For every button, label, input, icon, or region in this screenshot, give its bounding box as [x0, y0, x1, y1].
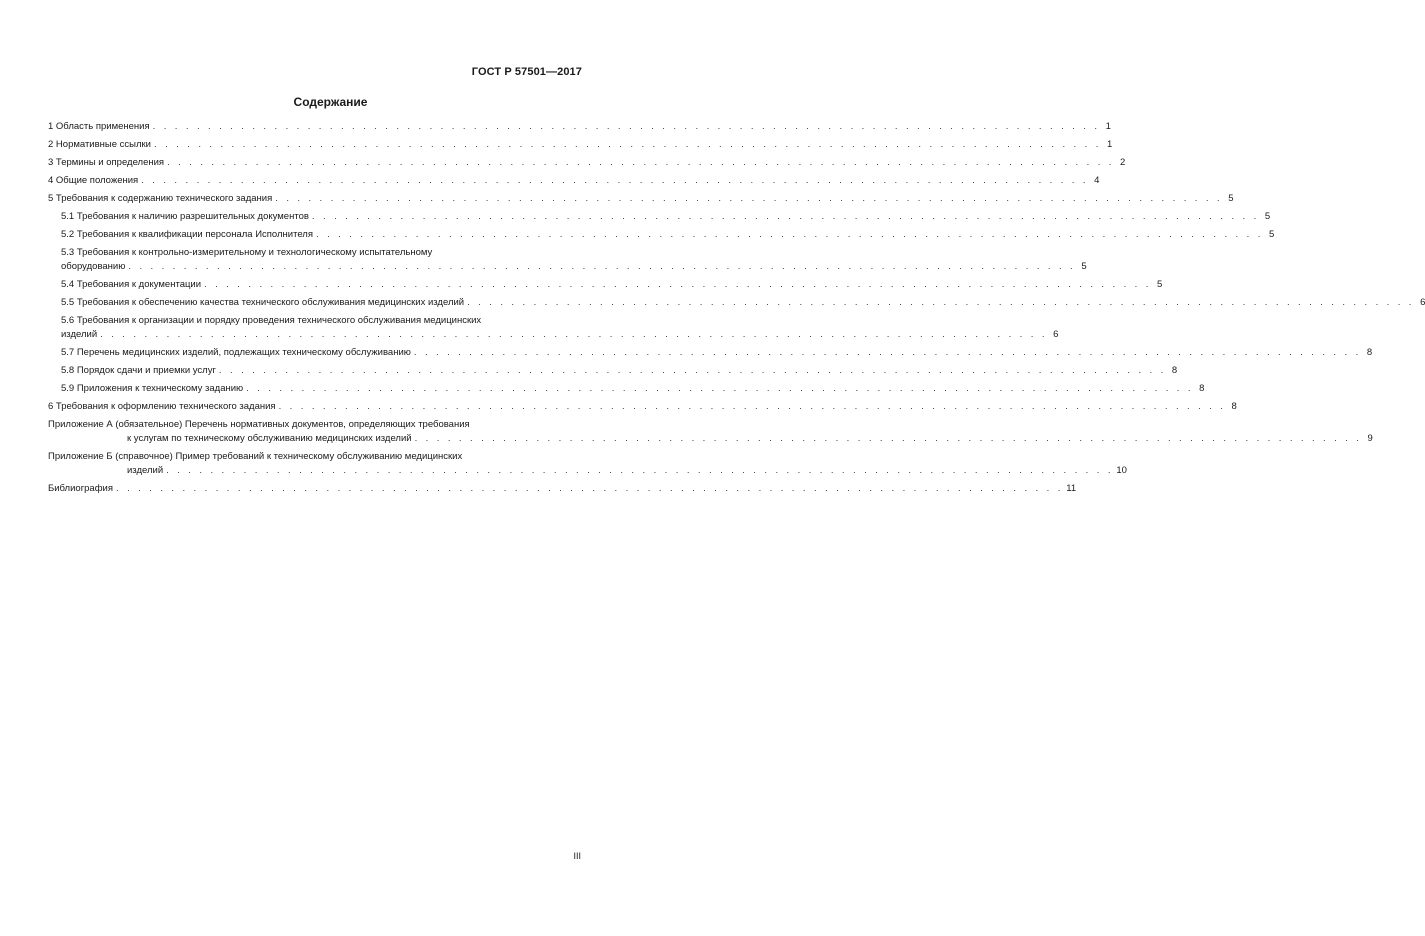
toc-entry-page: 2: [1120, 157, 1126, 168]
toc-entry-page: 1: [1105, 121, 1111, 132]
toc-entry-page: 4: [1094, 175, 1100, 186]
toc-entry-5-7[interactable]: [48, 344, 1373, 362]
toc-entry-5[interactable]: [48, 190, 1234, 208]
toc-entry-text-line2: оборудованию: [61, 261, 126, 272]
toc-entry-page: 8: [1171, 365, 1178, 376]
leader-dots: . . . . . . . . . . . . . . . . . . . . . . . . . . . . . . . . . . . . . . . . . . . . . . . . . . . . . . . . . . . . . . . . . . . . . . . . . . . . . . . . . . . . . .: [218, 365, 1167, 376]
leader-dots: . . . . . . . . . . . . . . . . . . . . . . . . . . . . . . . . . . . . . . . . . . . . . . . . . . . . . . . . . . . . . . . . . . . . . . . . . . . . . . . . . . . . . .: [204, 279, 1152, 290]
toc-entry-page: 5: [1228, 193, 1234, 204]
toc-entry-bibliography[interactable]: [48, 480, 1077, 498]
toc-entry-text: 5.9 Приложения к техническому заданию: [61, 383, 244, 394]
toc-entry-appendix-b[interactable]: [48, 448, 1127, 480]
leader-dots: . . . . . . . . . . . . . . . . . . . . . . . . . . . . . . . . . . . . . . . . . . . . . . . . . . . . . . . . . . . . . . . . . . . . . . . . . . . . . . . . . . . . . .: [152, 121, 1100, 132]
toc-entry-page: 6: [1053, 329, 1059, 340]
leader-dots: . . . . . . . . . . . . . . . . . . . . . . . . . . . . . . . . . . . . . . . . . . . . . . . . . . . . . . . . . . . . . . . . . . . . . . . . . . . . . . . . . . . . . .: [316, 229, 1264, 240]
toc-entry-page: 5: [1081, 261, 1087, 272]
leader-dots: . . . . . . . . . . . . . . . . . . . . . . . . . . . . . . . . . . . . . . . . . . . . . . . . . . . . . . . . . . . . . . . . . . . . . . . . . . . . . . . . . . . . . .: [311, 211, 1260, 222]
table-of-contents: [48, 118, 1425, 498]
toc-entry-text: 5.8 Порядок сдачи и приемки услуг: [61, 365, 216, 376]
leader-dots: . . . . . . . . . . . . . . . . . . . . . . . . . . . . . . . . . . . . . . . . . . . . . . . . . . . . . . . . . . . . . . . . . . . . . . . . . . . . . . . . . . . . . .: [116, 483, 1064, 494]
leader-dots: . . . . . . . . . . . . . . . . . . . . . . . . . . . . . . . . . . . . . . . . . . . . . . . . . . . . . . . . . . . . . . . . . . . . . . . . . . . . . . . . . . . . . .: [154, 139, 1102, 150]
toc-entry-text: Библиография: [48, 483, 113, 494]
toc-entry-text: 5.1 Требования к наличию разрешительных документов: [61, 211, 309, 222]
leader-dots: . . . . . . . . . . . . . . . . . . . . . . . . . . . . . . . . . . . . . . . . . . . . . . . . . . . . . . . . . . . . . . . . . . . . . . . . . . . . . . . . . . . . . .: [100, 329, 1048, 340]
toc-entry-text-line2: к услугам по техническому обслуживанию медицинских изделий: [127, 433, 412, 444]
leader-dots: . . . . . . . . . . . . . . . . . . . . . . . . . . . . . . . . . . . . . . . . . . . . . . . . . . . . . . . . . . . . . . . . . . . . . . . . . . . . . . . . . . . . . .: [278, 401, 1226, 412]
toc-entry-text-line1: 5.6 Требования к организации и порядку проведения технического обслуживания медицинских: [61, 315, 482, 326]
toc-entry-page: 5: [1264, 211, 1271, 222]
leader-dots: . . . . . . . . . . . . . . . . . . . . . . . . . . . . . . . . . . . . . . . . . . . . . . . . . . . . . . . . . . . . . . . . . . . . . . . . . . . . . . . . . . . . . .: [167, 157, 1115, 168]
toc-entry-text: 4 Общие положения: [48, 175, 139, 186]
toc-entry-1[interactable]: [48, 118, 1111, 136]
toc-entry-5-5[interactable]: [48, 294, 1425, 312]
toc-entry-text: 5 Требования к содержанию технического задания: [48, 193, 273, 204]
toc-entry-page: 8: [1199, 383, 1205, 394]
leader-dots: . . . . . . . . . . . . . . . . . . . . . . . . . . . . . . . . . . . . . . . . . . . . . . . . . . . . . . . . . . . . . . . . . . . . . . . . . . . . . . . . . . . . . .: [413, 347, 1362, 358]
toc-entry-text-line1: 5.3 Требования к контрольно-измерительному и технологическому испытательному: [61, 247, 433, 258]
toc-entry-page: 5: [1157, 279, 1163, 290]
toc-entry-5-4[interactable]: [48, 276, 1163, 294]
toc-entry-page: 9: [1367, 433, 1373, 444]
toc-entry-6[interactable]: [48, 398, 1237, 416]
page-number: III: [573, 851, 581, 861]
toc-entry-page: 11: [1066, 483, 1077, 494]
toc-entry-text: 5.4 Требования к документации: [61, 279, 202, 290]
leader-dots: . . . . . . . . . . . . . . . . . . . . . . . . . . . . . . . . . . . . . . . . . . . . . . . . . . . . . . . . . . . . . . . . . . . . . . . . . . . . . . . . . . . . . .: [414, 433, 1362, 444]
toc-entry-text: 3 Термины и определения: [48, 157, 165, 168]
toc-entry-page: 5: [1268, 229, 1275, 240]
toc-entry-text: 6 Требования к оформлению технического задания: [48, 401, 276, 412]
toc-entry-text: 1 Область применения: [48, 121, 150, 132]
toc-entry-page: 6: [1420, 297, 1425, 308]
toc-entry-5-6[interactable]: [48, 312, 1059, 344]
toc-entry-4[interactable]: [48, 172, 1100, 190]
toc-entry-5-9[interactable]: [48, 380, 1205, 398]
toc-entry-2[interactable]: [48, 136, 1113, 154]
toc-entry-page: 8: [1366, 347, 1373, 358]
toc-entry-text: 5.2 Требования к квалификации персонала Исполнителя: [61, 229, 313, 240]
toc-entry-3[interactable]: [48, 154, 1126, 172]
toc-entry-text-line2: изделий: [61, 329, 98, 340]
toc-entry-appendix-a[interactable]: [48, 416, 1373, 448]
leader-dots: . . . . . . . . . . . . . . . . . . . . . . . . . . . . . . . . . . . . . . . . . . . . . . . . . . . . . . . . . . . . . . . . . . . . . . . . . . . . . . . . . . . . . .: [467, 297, 1415, 308]
page-title: Содержание: [293, 95, 368, 109]
leader-dots: . . . . . . . . . . . . . . . . . . . . . . . . . . . . . . . . . . . . . . . . . . . . . . . . . . . . . . . . . . . . . . . . . . . . . . . . . . . . . . . . . . . . . .: [246, 383, 1194, 394]
toc-entry-text-line2: изделий: [127, 465, 164, 476]
toc-entry-5-8[interactable]: [48, 362, 1178, 380]
leader-dots: . . . . . . . . . . . . . . . . . . . . . . . . . . . . . . . . . . . . . . . . . . . . . . . . . . . . . . . . . . . . . . . . . . . . . . . . . . . . . . . . . . . . . .: [128, 261, 1076, 272]
toc-entry-text: 5.7 Перечень медицинских изделий, подлежащих техническому обслуживанию: [61, 347, 411, 358]
toc-entry-5-1[interactable]: [48, 208, 1271, 226]
toc-entry-text-line1: Приложение А (обязательное) Перечень нормативных документов, определяющих требования: [48, 419, 470, 430]
document-code: ГОСТ Р 57501—2017: [471, 66, 582, 78]
toc-entry-text-line1: Приложение Б (справочное) Пример требований к техническому обслуживанию медицинских: [48, 451, 463, 462]
toc-entry-text: 5.5 Требования к обеспечению качества технического обслуживания медицинских изделий: [61, 297, 465, 308]
toc-entry-5-2[interactable]: [48, 226, 1275, 244]
leader-dots: . . . . . . . . . . . . . . . . . . . . . . . . . . . . . . . . . . . . . . . . . . . . . . . . . . . . . . . . . . . . . . . . . . . . . . . . . . . . . . . . . . . . . .: [166, 465, 1114, 476]
toc-entry-5-3[interactable]: [48, 244, 1087, 276]
leader-dots: . . . . . . . . . . . . . . . . . . . . . . . . . . . . . . . . . . . . . . . . . . . . . . . . . . . . . . . . . . . . . . . . . . . . . . . . . . . . . . . . . . . . . .: [275, 193, 1223, 204]
leader-dots: . . . . . . . . . . . . . . . . . . . . . . . . . . . . . . . . . . . . . . . . . . . . . . . . . . . . . . . . . . . . . . . . . . . . . . . . . . . . . . . . . . . . . .: [141, 175, 1089, 186]
toc-entry-page: 1: [1106, 139, 1113, 150]
toc-entry-page: 8: [1231, 401, 1237, 412]
toc-entry-text: 2 Нормативные ссылки: [48, 139, 151, 150]
toc-entry-page: 10: [1116, 465, 1127, 476]
